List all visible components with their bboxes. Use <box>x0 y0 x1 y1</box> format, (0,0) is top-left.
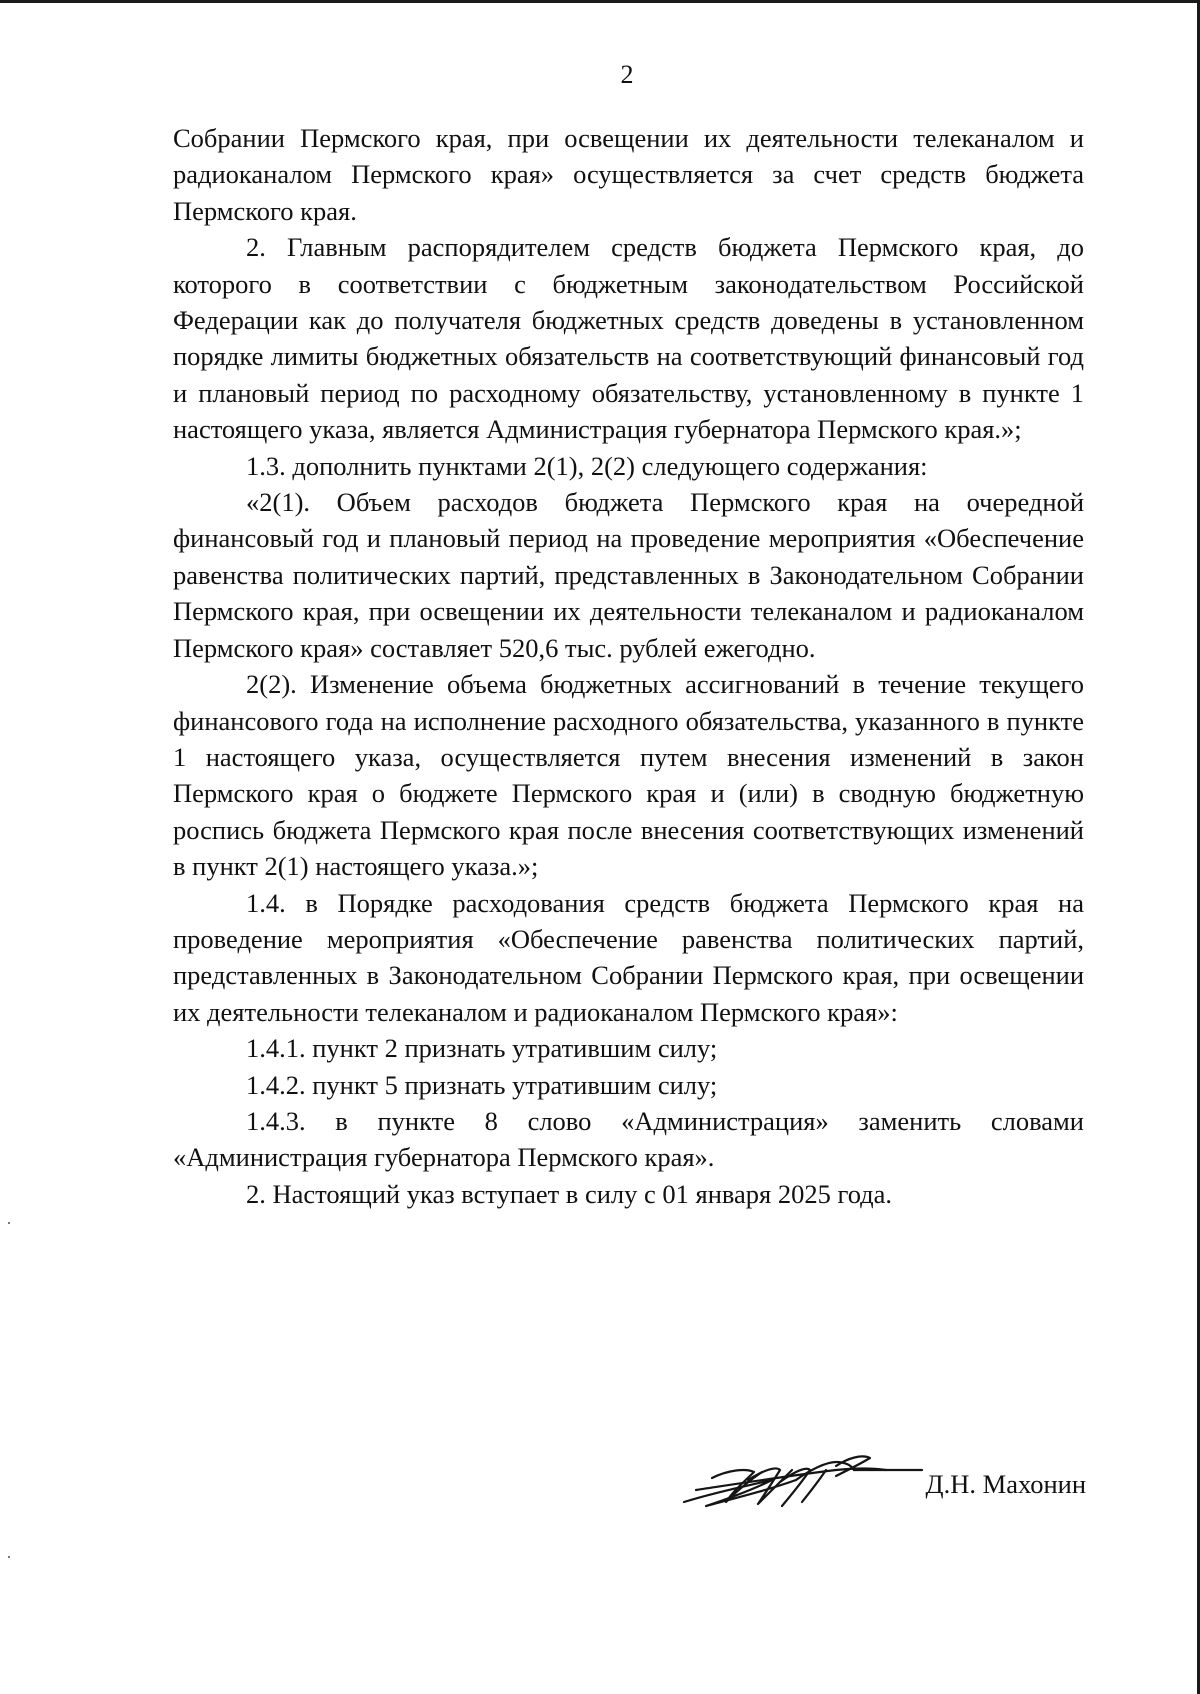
paragraph-item-1-4-2: 1.4.2. пункт 5 признать утратившим силу; <box>246 1069 718 1100</box>
paragraph-item-2-1: «2(1). Объем расходов бюджета Пермского края на очередной финансовый год и плановый период на проведение мероприятия «Обеспечение равенства политических партий, представленных в Законодательном Собрании Пермского края, при освещении их деятельности телеканалом и радиоканалом Пермского края» составляет 520,6 тыс. рублей ежегодно. <box>173 487 1084 663</box>
document-body <box>173 120 1084 1212</box>
paragraph-item-1-4-1: 1.4.1. пункт 2 признать утратившим силу; <box>246 1033 718 1064</box>
scan-border-top <box>0 0 1200 3</box>
paragraph-item-2-2: 2(2). Изменение объема бюджетных ассигнований в течение текущего финансового года на исполнение расходного обязательства, указанного в пункте 1 настоящего указа, осуществляется путем внесения изменений в закон Пермского края о бюджете Пермского края и (или) в сводную бюджетную роспись бюджета Пермского края после внесения соответствующих изменений в пункт 2(1) настоящего указа.»; <box>173 669 1084 882</box>
signature-block <box>676 1440 1086 1520</box>
paragraph-final: 2. Настоящий указ вступает в силу с 01 января 2025 года. <box>246 1178 893 1209</box>
paragraph-item-1-4: 1.4. в Порядке расходования средств бюджета Пермского края на проведение мероприятия «Обеспечение равенства политических партий, представленных в Законодательном Собрании Пермского края, при освещении их деятельности телеканалом и радиоканалом Пермского края»: <box>173 887 1084 1027</box>
handwritten-signature-icon <box>676 1440 926 1520</box>
page-number: 2 <box>620 60 634 89</box>
paragraph-item-2: 2. Главным распорядителем средств бюджета Пермского края, до которого в соответствии с бюджетным законодательством Российской Федерации как до получателя бюджетных средств доведены в установленном порядке лимиты бюджетных обязательств на соответствующий финансовый год и плановый период по расходному обязательству, установленному в пункте 1 настоящего указа, является Администрация губернатора Пермского края.»; <box>173 232 1084 445</box>
paragraph-item-1-4-3: 1.4.3. в пункте 8 слово «Администрация» заменить словами «Администрация губернатора Пермского края». <box>173 1105 1084 1173</box>
paragraph-continuation: Собрании Пермского края, при освещении их деятельности телеканалом и радиоканалом Пермского края» осуществляется за счет средств бюджета Пермского края. <box>173 123 1084 226</box>
scan-artifact <box>8 1222 10 1224</box>
scan-artifact <box>8 1556 10 1558</box>
paragraph-item-1-3: 1.3. дополнить пунктами 2(1), 2(2) следующего содержания: <box>246 450 928 481</box>
signer-name: Д.Н. Махонин <box>925 1469 1086 1499</box>
